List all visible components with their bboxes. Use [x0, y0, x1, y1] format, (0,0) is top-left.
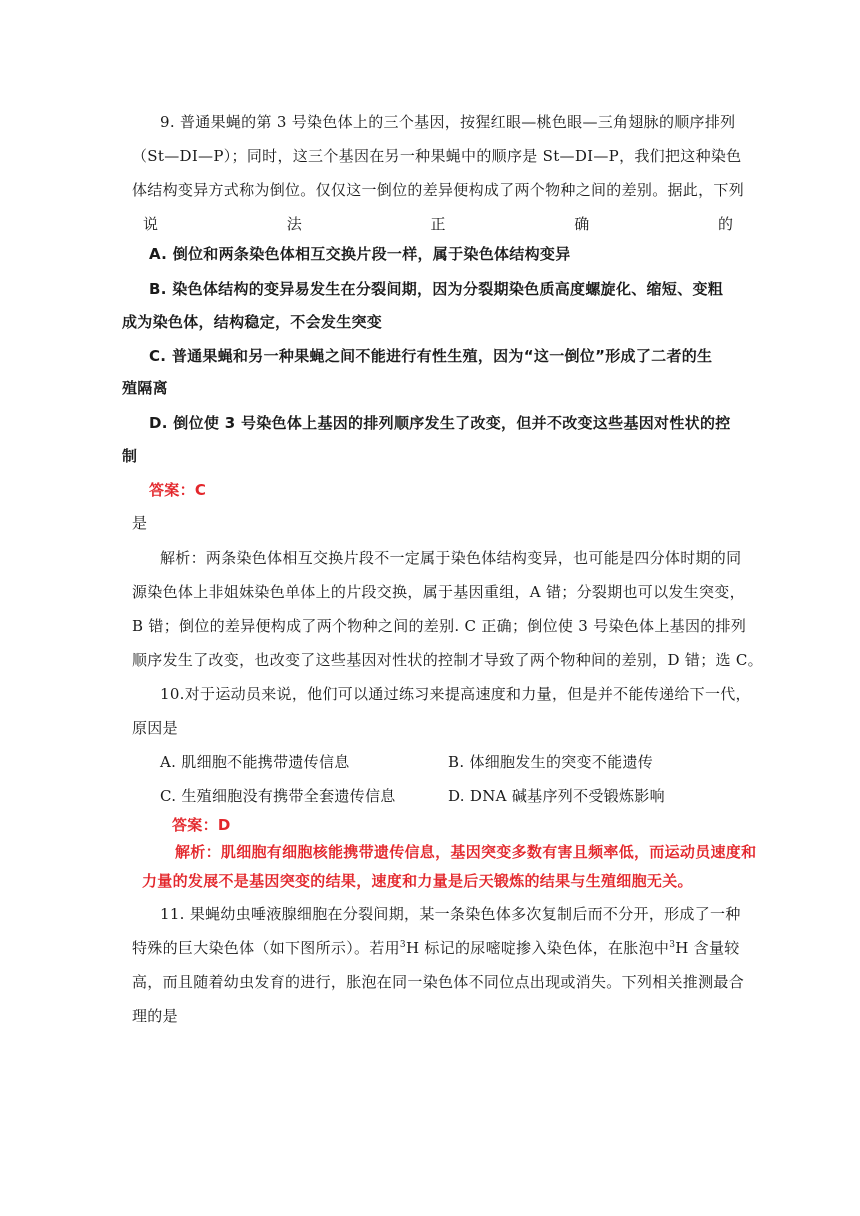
q9-stem-char: 的 [717, 215, 733, 233]
q10-stem-line-1: 10.对于运动员来说，他们可以通过练习来提高速度和力量，但是并不能传递给下一代， [160, 685, 751, 703]
q9-option-c-line-2: 殖隔离 [122, 379, 168, 397]
q9-option-d-line-1: D. 倒位使 3 号染色体上基因的排列顺序发生了改变，但并不改变这些基因对性状的控 [149, 414, 731, 432]
q10-explanation-line-1: 解析：肌细胞有细胞核能携带遗传信息，基因突变多数有害且频率低，而运动员速度和 [175, 843, 757, 861]
q9-explanation-line-1: 解析：两条染色体相互交换片段不一定属于染色体结构变异，也可能是四分体时期的同 [160, 549, 742, 567]
q9-option-c-line-1: C. 普通果蝇和另一种果蝇之间不能进行有性生殖，因为“这一倒位”形成了二者的生 [149, 347, 713, 365]
superscript: 3 [669, 940, 676, 950]
q10-option-a: A. 肌细胞不能携带遗传信息 [160, 753, 350, 771]
q9-option-d-line-2: 制 [122, 447, 138, 465]
q10-option-c: C. 生殖细胞没有携带全套遗传信息 [160, 787, 396, 805]
q9-stem-char: 说 [143, 215, 159, 233]
q10-answer: 答案：D [172, 816, 231, 834]
q9-option-a: A. 倒位和两条染色体相互交换片段一样，属于染色体结构变异 [149, 245, 571, 263]
q10-stem-line-2: 原因是 [132, 719, 178, 737]
q9-stray-text: 是 [132, 514, 148, 532]
q9-explanation-line-3: B 错；倒位的差异便构成了两个物种之间的差别. C 正确；倒位使 3 号染色体上基因的排列 [132, 617, 747, 635]
q9-stem-char: 确 [574, 215, 590, 233]
q10-option-b: B. 体细胞发生的突变不能遗传 [448, 753, 654, 771]
q11-stem-line-1: 11. 果蝇幼虫唾液腺细胞在分裂间期，某一条染色体多次复制后而不分开，形成了一种 [160, 905, 741, 923]
q11-stem-line-3: 高，而且随着幼虫发育的进行，胀泡在同一染色体不同位点出现或消失。下列相关推测最合 [132, 973, 745, 991]
q9-explanation-line-4: 顺序发生了改变，也改变了这些基因对性状的控制才导致了两个物种间的差别，D 错；选 C。 [132, 651, 763, 669]
q9-stem-char: 法 [286, 215, 302, 233]
q9-answer: 答案：C [149, 481, 207, 499]
superscript: 3 [399, 940, 406, 950]
q11-stem-line-2: 特殊的巨大染色体（如下图所示）。若用$^3$H 标记的尿嘧啶掺入染色体，在胀泡中$^3$H 含量较 [132, 939, 740, 957]
q9-stem-line-4 [143, 214, 733, 234]
q10-explanation-line-2: 力量的发展不是基因突变的结果，速度和力量是后天锻炼的结果与生殖细胞无关。 [142, 872, 693, 890]
q9-option-b-line-2: 成为染色体，结构稳定，不会发生突变 [122, 313, 383, 331]
q9-explanation-line-2: 源染色体上非姐妹染色单体上的片段交换，属于基因重组，A 错；分裂期也可以发生突变， [132, 583, 745, 601]
q10-option-d: D. DNA 碱基序列不受锻炼影响 [448, 787, 665, 805]
q9-stem-line-3: 体结构变异方式称为倒位。仅仅这一倒位的差异便构成了两个物种之间的差别。据此，下列 [132, 181, 745, 199]
q9-stem-char: 正 [430, 215, 446, 233]
q11-stem-line-4: 理的是 [132, 1007, 178, 1025]
q9-option-b-line-1: B. 染色体结构的变异易发生在分裂间期，因为分裂期染色质高度螺旋化、缩短、变粗 [149, 280, 724, 298]
q9-stem-line-1: 9. 普通果蝇的第 3 号染色体上的三个基因，按猩红眼—桃色眼—三角翅脉的顺序排列 [160, 113, 736, 131]
q9-stem-line-2: （St—DI—P）；同时，这三个基因在另一种果蝇中的顺序是 St—DI—P，我们把这种染色 [132, 147, 742, 165]
